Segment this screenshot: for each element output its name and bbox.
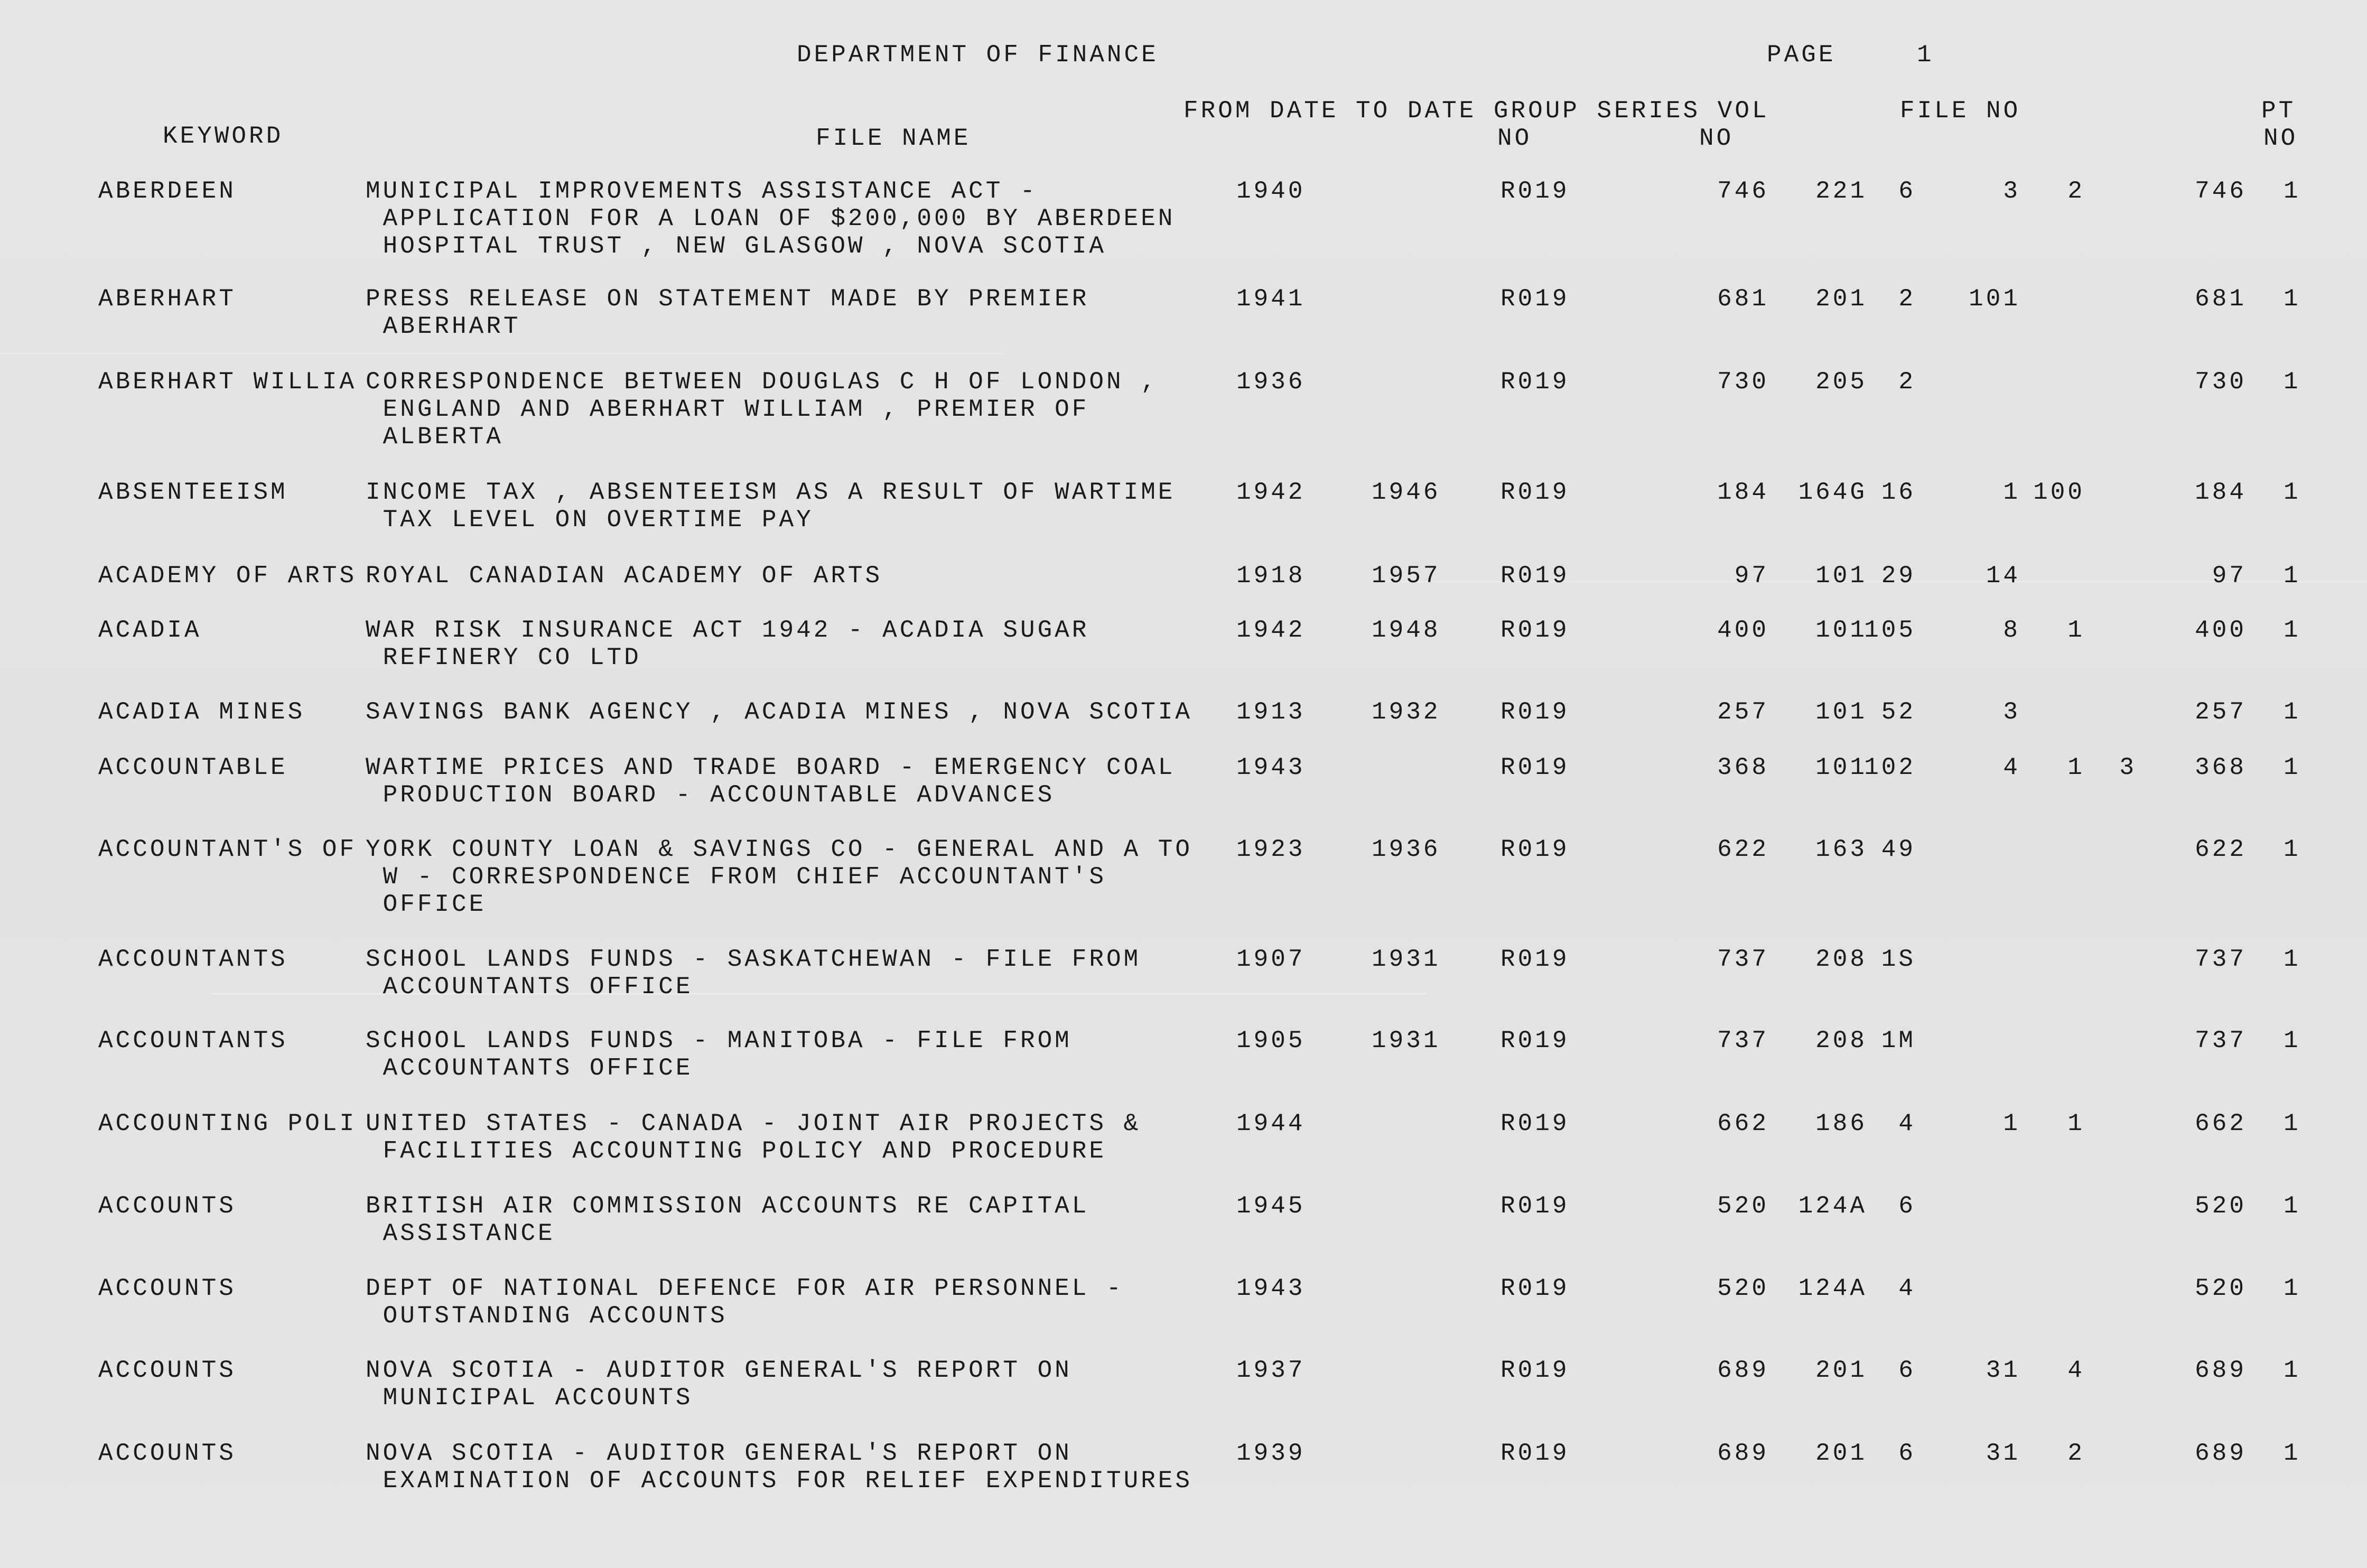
file-name-line: DEPT OF NATIONAL DEFENCE FOR AIR PERSONNEL - xyxy=(366,1275,1124,1302)
to-date-cell: 1931 xyxy=(1372,1027,1441,1054)
file-number-part: 2 xyxy=(2067,1440,2085,1467)
column-header-keyword: KEYWORD xyxy=(163,123,284,150)
keyword-cell: ACCOUNTS xyxy=(98,1357,236,1384)
file-name-line: WARTIME PRICES AND TRADE BOARD - EMERGENCY COAL xyxy=(366,754,1176,781)
page-label: PAGE xyxy=(1767,41,1836,69)
file-name-line: SCHOOL LANDS FUNDS - SASKATCHEWAN - FILE FROM xyxy=(366,946,1141,973)
file-number-part: 164G xyxy=(1798,479,1867,506)
from-date-cell: 1944 xyxy=(1236,1110,1306,1137)
file-number-part: 208 xyxy=(1815,946,1867,973)
keyword-cell: ACCOUNTS xyxy=(98,1192,236,1220)
file-number-part: 4 xyxy=(2003,754,2020,781)
file-number-part: 16 xyxy=(1881,479,1916,506)
file-name-line: ASSISTANCE xyxy=(366,1220,555,1247)
file-number-part: 1 xyxy=(2003,1110,2020,1137)
file-number-part: 101 xyxy=(1815,754,1867,781)
column-header-file-name: FILE NAME xyxy=(816,125,971,152)
file-name-line: YORK COUNTY LOAN & SAVINGS CO - GENERAL AND A TO xyxy=(366,836,1193,863)
file-number-part: 2 xyxy=(1898,285,1916,313)
group-cell: R019 xyxy=(1501,1027,1570,1054)
from-date-cell: 1943 xyxy=(1236,754,1306,781)
pt-volume-cell: 368 xyxy=(2195,754,2247,781)
pt-number-cell: 1 xyxy=(2284,479,2301,506)
file-name-line: ACCOUNTANTS OFFICE xyxy=(366,1054,693,1082)
file-name-line: ENGLAND AND ABERHART WILLIAM , PREMIER OF xyxy=(366,396,1089,423)
group-cell: R019 xyxy=(1501,1440,1570,1467)
film-scratch xyxy=(0,353,1004,354)
file-number-part: 208 xyxy=(1815,1027,1867,1054)
file-number-part: 124A xyxy=(1798,1192,1867,1220)
file-number-part: 31 xyxy=(1986,1357,2020,1384)
file-number-part: 186 xyxy=(1815,1110,1867,1137)
pt-number-cell: 1 xyxy=(2284,754,2301,781)
from-date-cell: 1905 xyxy=(1236,1027,1306,1054)
to-date-cell: 1936 xyxy=(1372,836,1441,863)
from-date-cell: 1913 xyxy=(1236,698,1306,726)
keyword-cell: ABERDEEN xyxy=(98,178,236,205)
file-name-line: EXAMINATION OF ACCOUNTS FOR RELIEF EXPENDITURES xyxy=(366,1467,1193,1495)
file-number-part: 6 xyxy=(1898,1357,1916,1384)
to-date-cell: 1948 xyxy=(1372,617,1441,644)
file-number-part: 29 xyxy=(1881,562,1916,590)
file-number-part: 1 xyxy=(2067,617,2085,644)
volume-cell: 662 xyxy=(1717,1110,1769,1137)
file-name-line: FACILITIES ACCOUNTING POLICY AND PROCEDURE xyxy=(366,1137,1106,1165)
file-name-line: ACCOUNTANTS OFFICE xyxy=(366,973,693,1001)
volume-cell: 730 xyxy=(1717,368,1769,396)
keyword-cell: ACCOUNTS xyxy=(98,1440,236,1467)
to-date-cell: 1957 xyxy=(1372,562,1441,590)
department-title: DEPARTMENT OF FINANCE xyxy=(797,41,1159,69)
file-number-part: 124A xyxy=(1798,1275,1867,1302)
keyword-cell: ACCOUNTABLE xyxy=(98,754,288,781)
file-number-part: 2 xyxy=(2067,178,2085,205)
volume-cell: 622 xyxy=(1717,836,1769,863)
file-number-part: 221 xyxy=(1815,178,1867,205)
pt-volume-cell: 520 xyxy=(2195,1275,2247,1302)
file-number-part: 100 xyxy=(2033,479,2085,506)
from-date-cell: 1939 xyxy=(1236,1440,1306,1467)
file-name-line: APPLICATION FOR A LOAN OF $200,000 BY ABERDEEN xyxy=(366,205,1176,232)
group-cell: R019 xyxy=(1501,836,1570,863)
file-number-part: 3 xyxy=(2003,698,2020,726)
pt-volume-cell: 662 xyxy=(2195,1110,2247,1137)
file-name-line: REFINERY CO LTD xyxy=(366,644,641,671)
group-cell: R019 xyxy=(1501,1275,1570,1302)
pt-number-cell: 1 xyxy=(2284,1027,2301,1054)
file-name-line: HOSPITAL TRUST , NEW GLASGOW , NOVA SCOTIA xyxy=(366,232,1106,260)
file-number-part: 101 xyxy=(1815,617,1867,644)
pt-volume-cell: 737 xyxy=(2195,946,2247,973)
pt-volume-cell: 746 xyxy=(2195,178,2247,205)
page-number: 1 xyxy=(1917,41,1934,69)
pt-volume-cell: 681 xyxy=(2195,285,2247,313)
column-header-dates-group-series-vol: FROM DATE TO DATE GROUP SERIES VOL xyxy=(1184,97,1769,125)
file-number-part: 201 xyxy=(1815,1440,1867,1467)
file-name-line: INCOME TAX , ABSENTEEISM AS A RESULT OF WARTIME xyxy=(366,479,1176,506)
volume-cell: 737 xyxy=(1717,1027,1769,1054)
file-number-part: 6 xyxy=(1898,178,1916,205)
keyword-cell: ACCOUNTANTS xyxy=(98,946,288,973)
keyword-cell: ACADEMY OF ARTS xyxy=(98,562,357,590)
volume-cell: 400 xyxy=(1717,617,1769,644)
file-name-line: SCHOOL LANDS FUNDS - MANITOBA - FILE FROM xyxy=(366,1027,1072,1054)
file-name-line: PRODUCTION BOARD - ACCOUNTABLE ADVANCES xyxy=(366,781,1055,809)
group-cell: R019 xyxy=(1501,285,1570,313)
to-date-cell: 1946 xyxy=(1372,479,1441,506)
file-number-part: 1 xyxy=(2003,479,2020,506)
pt-volume-cell: 689 xyxy=(2195,1440,2247,1467)
pt-number-cell: 1 xyxy=(2284,1357,2301,1384)
keyword-cell: ACCOUNTING POLI xyxy=(98,1110,357,1137)
file-number-part: 1 xyxy=(2067,754,2085,781)
file-number-part: 105 xyxy=(1864,617,1916,644)
from-date-cell: 1936 xyxy=(1236,368,1306,396)
file-number-part: 8 xyxy=(2003,617,2020,644)
file-number-part: 1M xyxy=(1881,1027,1916,1054)
pt-number-cell: 1 xyxy=(2284,617,2301,644)
pt-number-cell: 1 xyxy=(2284,285,2301,313)
pt-volume-cell: 737 xyxy=(2195,1027,2247,1054)
file-number-part: 102 xyxy=(1864,754,1916,781)
volume-cell: 689 xyxy=(1717,1440,1769,1467)
volume-cell: 737 xyxy=(1717,946,1769,973)
file-number-part: 6 xyxy=(1898,1192,1916,1220)
file-name-line: NOVA SCOTIA - AUDITOR GENERAL'S REPORT ON xyxy=(366,1440,1072,1467)
file-name-line: OUTSTANDING ACCOUNTS xyxy=(366,1302,728,1330)
file-number-part: 1S xyxy=(1881,946,1916,973)
volume-cell: 184 xyxy=(1717,479,1769,506)
group-cell: R019 xyxy=(1501,178,1570,205)
column-header-pt: PT xyxy=(2261,97,2296,125)
file-number-part: 101 xyxy=(1815,698,1867,726)
pt-number-cell: 1 xyxy=(2284,1110,2301,1137)
pt-volume-cell: 689 xyxy=(2195,1357,2247,1384)
file-number-part: 31 xyxy=(1986,1440,2020,1467)
file-number-part: 4 xyxy=(2067,1357,2085,1384)
file-number-part: 201 xyxy=(1815,1357,1867,1384)
from-date-cell: 1942 xyxy=(1236,617,1306,644)
file-name-line: WAR RISK INSURANCE ACT 1942 - ACADIA SUGAR xyxy=(366,617,1089,644)
file-name-line: SAVINGS BANK AGENCY , ACADIA MINES , NOVA SCOTIA xyxy=(366,698,1193,726)
file-number-part: 201 xyxy=(1815,285,1867,313)
file-name-line: ROYAL CANADIAN ACADEMY OF ARTS xyxy=(366,562,883,590)
from-date-cell: 1941 xyxy=(1236,285,1306,313)
file-number-part: 3 xyxy=(2003,178,2020,205)
pt-number-cell: 1 xyxy=(2284,368,2301,396)
file-name-line: UNITED STATES - CANADA - JOINT AIR PROJECTS & xyxy=(366,1110,1141,1137)
pt-number-cell: 1 xyxy=(2284,562,2301,590)
column-header-vol-no: NO xyxy=(1699,125,1734,152)
file-number-part: 6 xyxy=(1898,1440,1916,1467)
file-number-part: 3 xyxy=(2119,754,2137,781)
file-name-line: W - CORRESPONDENCE FROM CHIEF ACCOUNTANT'S xyxy=(366,863,1106,891)
volume-cell: 520 xyxy=(1717,1192,1769,1220)
keyword-cell: ACADIA MINES xyxy=(98,698,305,726)
to-date-cell: 1932 xyxy=(1372,698,1441,726)
keyword-cell: ABERHART WILLIA xyxy=(98,368,357,396)
keyword-cell: ABSENTEEISM xyxy=(98,479,288,506)
volume-cell: 97 xyxy=(1734,562,1769,590)
column-header-pt-no: NO xyxy=(2263,125,2298,152)
group-cell: R019 xyxy=(1501,1192,1570,1220)
file-name-line: MUNICIPAL ACCOUNTS xyxy=(366,1384,693,1412)
pt-volume-cell: 257 xyxy=(2195,698,2247,726)
file-name-line: PRESS RELEASE ON STATEMENT MADE BY PREMIER xyxy=(366,285,1089,313)
keyword-cell: ACCOUNTS xyxy=(98,1275,236,1302)
pt-number-cell: 1 xyxy=(2284,698,2301,726)
group-cell: R019 xyxy=(1501,617,1570,644)
column-header-group-no: NO xyxy=(1497,125,1532,152)
volume-cell: 746 xyxy=(1717,178,1769,205)
group-cell: R019 xyxy=(1501,754,1570,781)
file-name-line: TAX LEVEL ON OVERTIME PAY xyxy=(366,506,814,534)
file-number-part: 1 xyxy=(2067,1110,2085,1137)
pt-volume-cell: 97 xyxy=(2212,562,2247,590)
file-name-line: NOVA SCOTIA - AUDITOR GENERAL'S REPORT ON xyxy=(366,1357,1072,1384)
from-date-cell: 1907 xyxy=(1236,946,1306,973)
group-cell: R019 xyxy=(1501,368,1570,396)
file-number-part: 2 xyxy=(1898,368,1916,396)
pt-number-cell: 1 xyxy=(2284,1275,2301,1302)
from-date-cell: 1937 xyxy=(1236,1357,1306,1384)
group-cell: R019 xyxy=(1501,479,1570,506)
from-date-cell: 1918 xyxy=(1236,562,1306,590)
file-number-part: 4 xyxy=(1898,1275,1916,1302)
pt-number-cell: 1 xyxy=(2284,946,2301,973)
group-cell: R019 xyxy=(1501,698,1570,726)
file-name-line: OFFICE xyxy=(366,891,487,918)
group-cell: R019 xyxy=(1501,1110,1570,1137)
from-date-cell: 1945 xyxy=(1236,1192,1306,1220)
pt-volume-cell: 730 xyxy=(2195,368,2247,396)
pt-number-cell: 1 xyxy=(2284,1440,2301,1467)
from-date-cell: 1940 xyxy=(1236,178,1306,205)
pt-number-cell: 1 xyxy=(2284,1192,2301,1220)
pt-volume-cell: 400 xyxy=(2195,617,2247,644)
file-name-line: BRITISH AIR COMMISSION ACCOUNTS RE CAPITAL xyxy=(366,1192,1089,1220)
pt-number-cell: 1 xyxy=(2284,178,2301,205)
file-name-line: ALBERTA xyxy=(366,423,504,451)
file-number-part: 49 xyxy=(1881,836,1916,863)
file-number-part: 4 xyxy=(1898,1110,1916,1137)
file-name-line: CORRESPONDENCE BETWEEN DOUGLAS C H OF LONDON , xyxy=(366,368,1158,396)
keyword-cell: ACADIA xyxy=(98,617,202,644)
from-date-cell: 1923 xyxy=(1236,836,1306,863)
volume-cell: 368 xyxy=(1717,754,1769,781)
volume-cell: 689 xyxy=(1717,1357,1769,1384)
file-number-part: 205 xyxy=(1815,368,1867,396)
from-date-cell: 1943 xyxy=(1236,1275,1306,1302)
keyword-cell: ABERHART xyxy=(98,285,236,313)
file-number-part: 52 xyxy=(1881,698,1916,726)
file-number-part: 101 xyxy=(1815,562,1867,590)
to-date-cell: 1931 xyxy=(1372,946,1441,973)
file-number-part: 14 xyxy=(1986,562,2020,590)
volume-cell: 681 xyxy=(1717,285,1769,313)
file-name-line: MUNICIPAL IMPROVEMENTS ASSISTANCE ACT - xyxy=(366,178,1038,205)
file-number-part: 101 xyxy=(1969,285,2020,313)
group-cell: R019 xyxy=(1501,562,1570,590)
column-header-file-no: FILE NO xyxy=(1900,97,2021,125)
volume-cell: 520 xyxy=(1717,1275,1769,1302)
pt-number-cell: 1 xyxy=(2284,836,2301,863)
pt-volume-cell: 622 xyxy=(2195,836,2247,863)
group-cell: R019 xyxy=(1501,1357,1570,1384)
keyword-cell: ACCOUNTANTS xyxy=(98,1027,288,1054)
group-cell: R019 xyxy=(1501,946,1570,973)
file-number-part: 163 xyxy=(1815,836,1867,863)
file-name-line: ABERHART xyxy=(366,313,521,340)
pt-volume-cell: 520 xyxy=(2195,1192,2247,1220)
volume-cell: 257 xyxy=(1717,698,1769,726)
keyword-cell: ACCOUNTANT'S OF xyxy=(98,836,357,863)
pt-volume-cell: 184 xyxy=(2195,479,2247,506)
from-date-cell: 1942 xyxy=(1236,479,1306,506)
